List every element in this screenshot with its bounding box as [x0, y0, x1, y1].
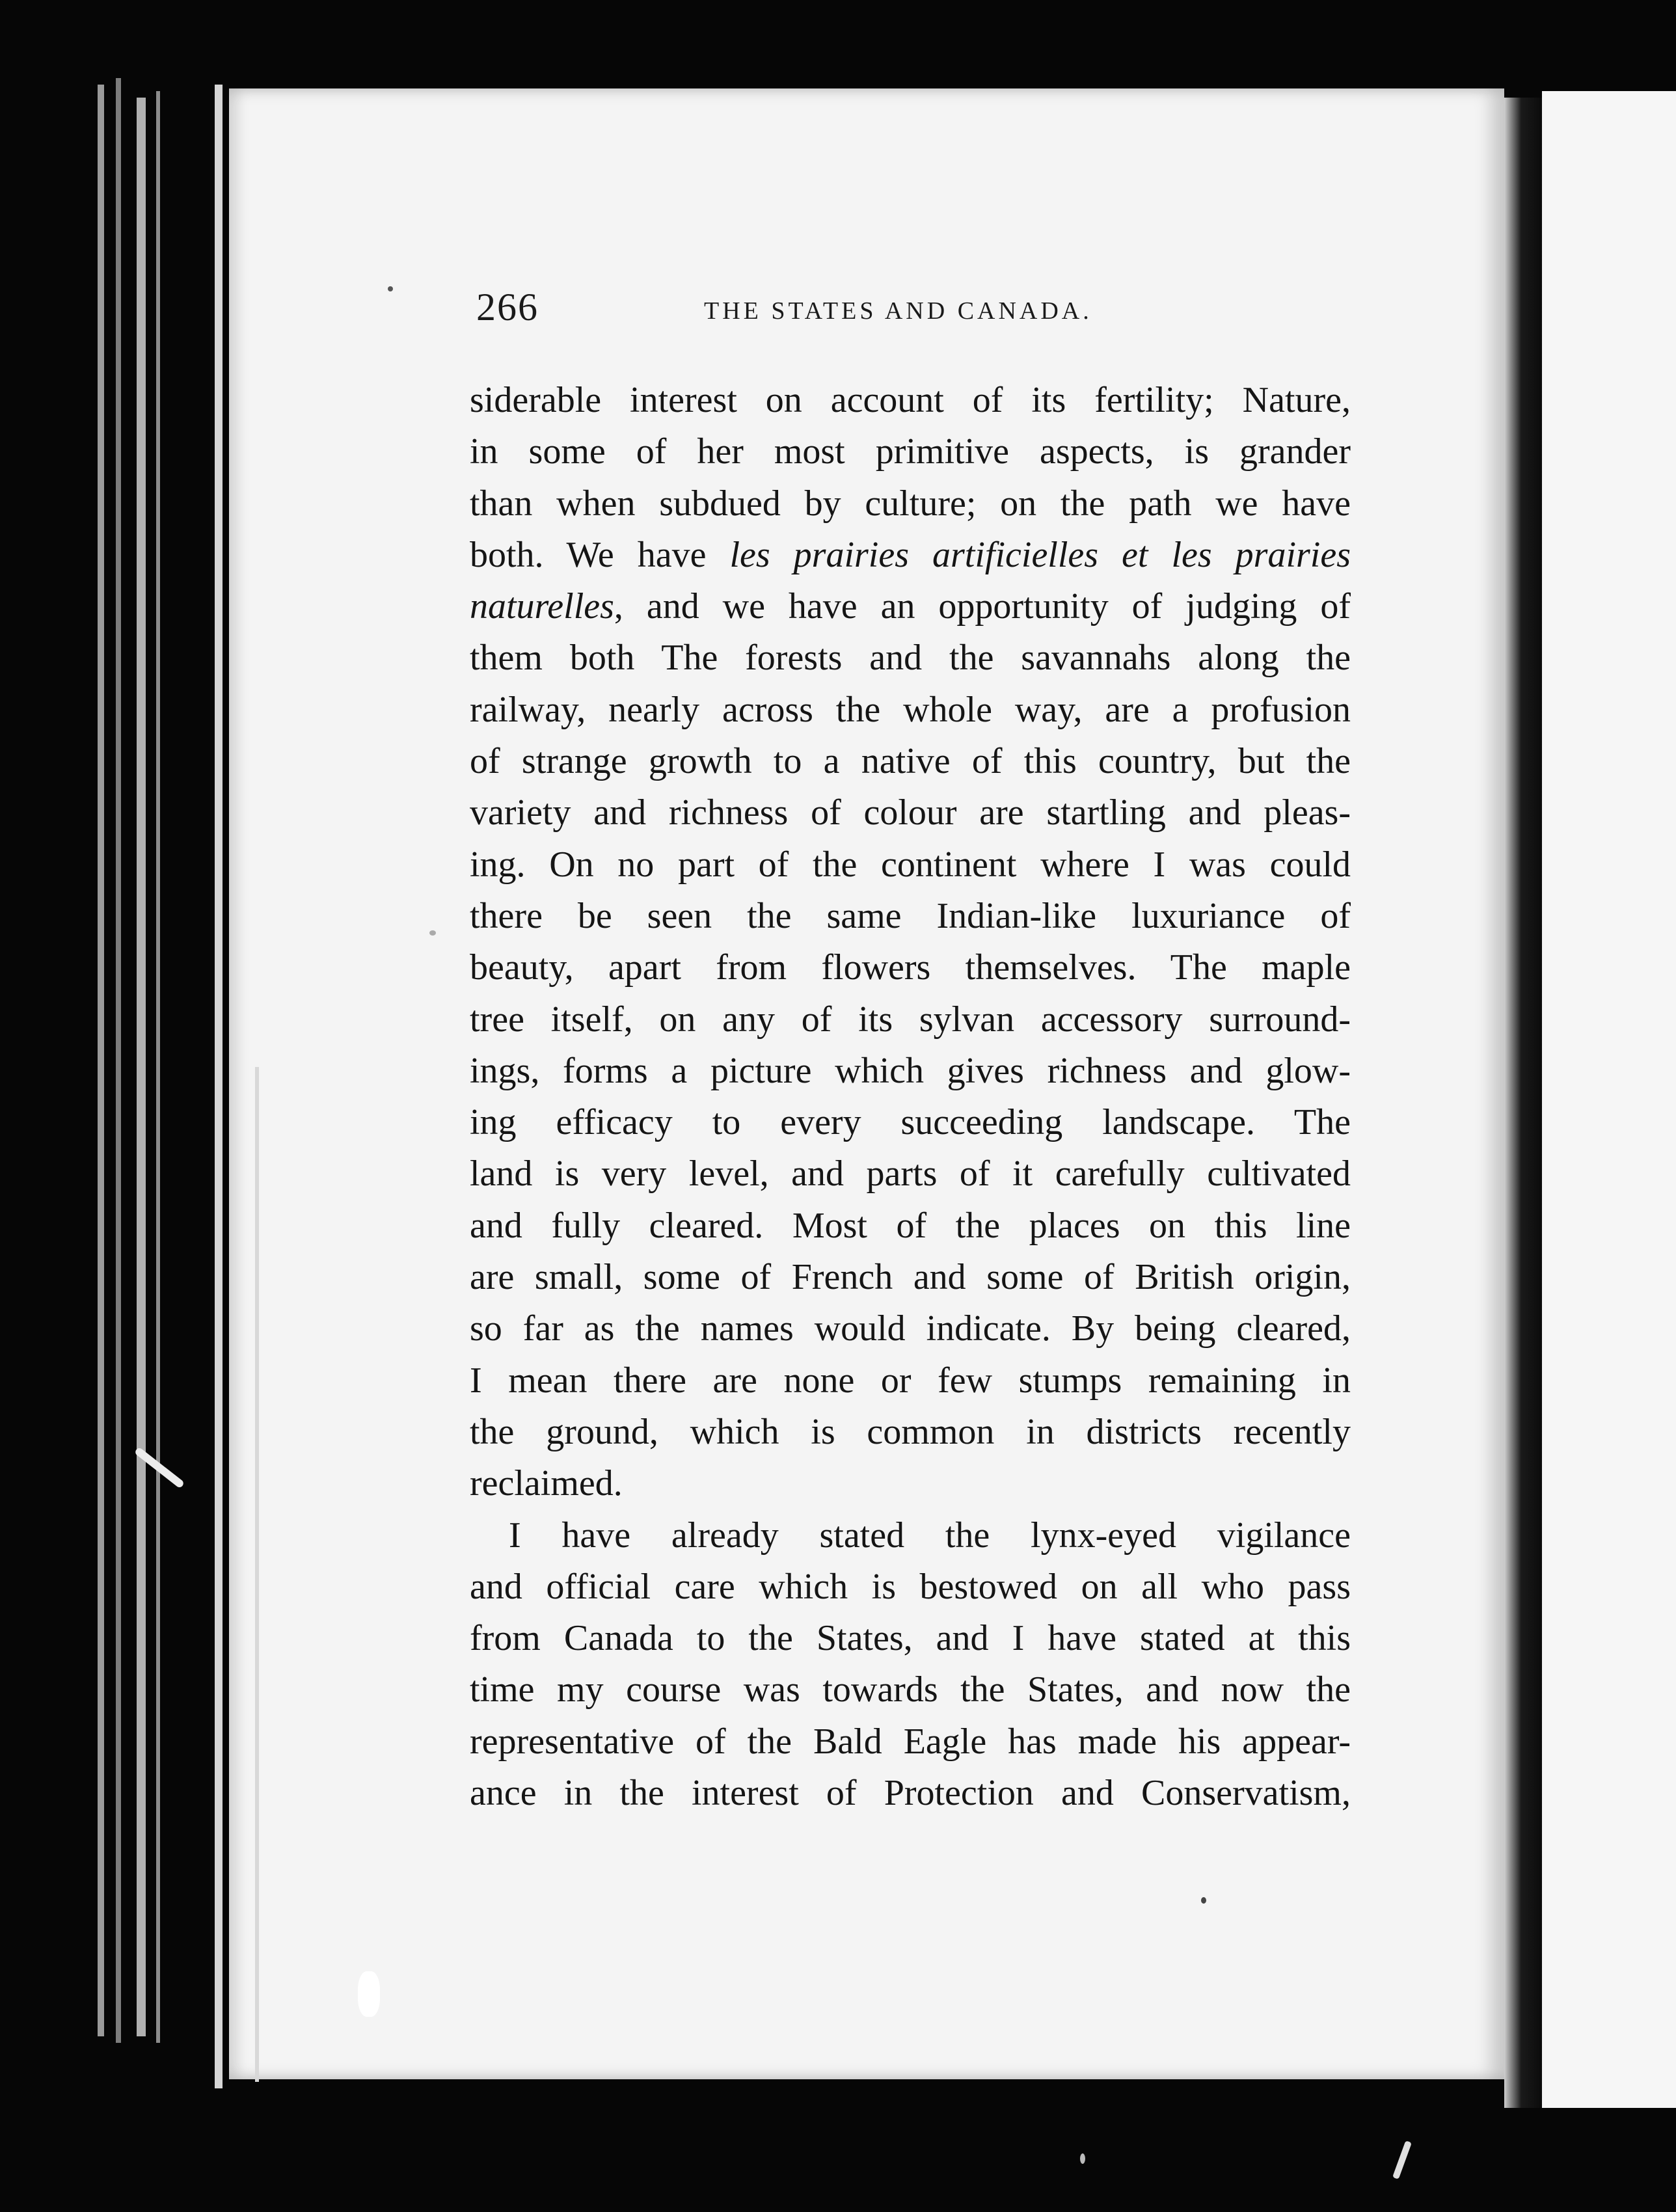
- book-edge-stripe: [116, 78, 121, 2043]
- paragraph: [470, 375, 1351, 1510]
- dust-speck: [388, 286, 393, 291]
- text-line: than when subdued by culture; on the path we have: [470, 483, 1351, 524]
- text-line: and official care which is bestowed on all who pass: [470, 1566, 1351, 1607]
- dust-speck: [429, 930, 436, 936]
- body-text: [470, 375, 1351, 1819]
- text-line: ings, forms a picture which gives richness and glow-: [470, 1050, 1351, 1091]
- dust-speck: [1201, 1897, 1206, 1904]
- text-line: and fully cleared. Most of the places on this line: [470, 1205, 1351, 1246]
- text-line: beauty, apart from flowers themselves. The maple: [470, 947, 1351, 988]
- book-edge-stripe: [156, 91, 160, 2043]
- page-number: 266: [476, 286, 539, 329]
- book-spine-shadow: [1504, 98, 1542, 2108]
- paragraph: [470, 1510, 1351, 1820]
- text-line: so far as the names would indicate. By being cleared,: [470, 1308, 1351, 1349]
- text-line: I have already stated the lynx-eyed vigilance: [509, 1515, 1351, 1556]
- text-line: railway, nearly across the whole way, are a profusion: [470, 689, 1351, 730]
- text-line: of strange growth to a native of this country, but the: [470, 741, 1351, 782]
- text-line: both. We have les prairies artificielles et les prairies: [470, 534, 1351, 575]
- dust-speck: [1392, 2140, 1412, 2179]
- text-line: land is very level, and parts of it carefully cultivated: [470, 1153, 1351, 1194]
- text-line: siderable interest on account of its fertility; Nature,: [470, 380, 1351, 420]
- facing-page-edge: [1542, 91, 1676, 2108]
- dust-speck: [358, 1971, 380, 2017]
- text-line: from Canada to the States, and I have stated at this: [470, 1618, 1351, 1659]
- book-edge-stripe: [137, 98, 146, 2036]
- text-line: in some of her most primitive aspects, is grander: [470, 431, 1351, 472]
- running-head: [476, 285, 1355, 357]
- text-line: naturelles, and we have an opportunity of judging of: [470, 586, 1351, 627]
- text-line: ance in the interest of Protection and Conservatism,: [470, 1773, 1351, 1814]
- text-line: variety and richness of colour are startling and pleas-: [470, 792, 1351, 833]
- text-line: them both The forests and the savannahs along the: [470, 638, 1351, 679]
- text-line: I mean there are none or few stumps remaining in: [470, 1360, 1351, 1401]
- dust-speck: [1080, 2153, 1085, 2164]
- text-line: tree itself, on any of its sylvan accessory surround-: [470, 999, 1351, 1040]
- text-line: there be seen the same Indian-like luxuriance of: [470, 895, 1351, 936]
- text-line: representative of the Bald Eagle has made his appear-: [470, 1721, 1351, 1762]
- text-line: the ground, which is common in districts recently: [470, 1411, 1351, 1452]
- running-title: THE STATES AND CANADA.: [704, 297, 1092, 325]
- text-line: are small, some of French and some of British origin,: [470, 1257, 1351, 1298]
- book-edge-stripe: [215, 85, 223, 2088]
- page-margin-line: [255, 1067, 259, 2082]
- book-edge-stripe: [98, 85, 104, 2036]
- text-line: ing. On no part of the continent where I was could: [470, 844, 1351, 885]
- text-line: ing efficacy to every succeeding landscape. The: [470, 1102, 1351, 1143]
- text-line: reclaimed.: [470, 1463, 623, 1504]
- text-line: time my course was towards the States, and now the: [470, 1669, 1351, 1710]
